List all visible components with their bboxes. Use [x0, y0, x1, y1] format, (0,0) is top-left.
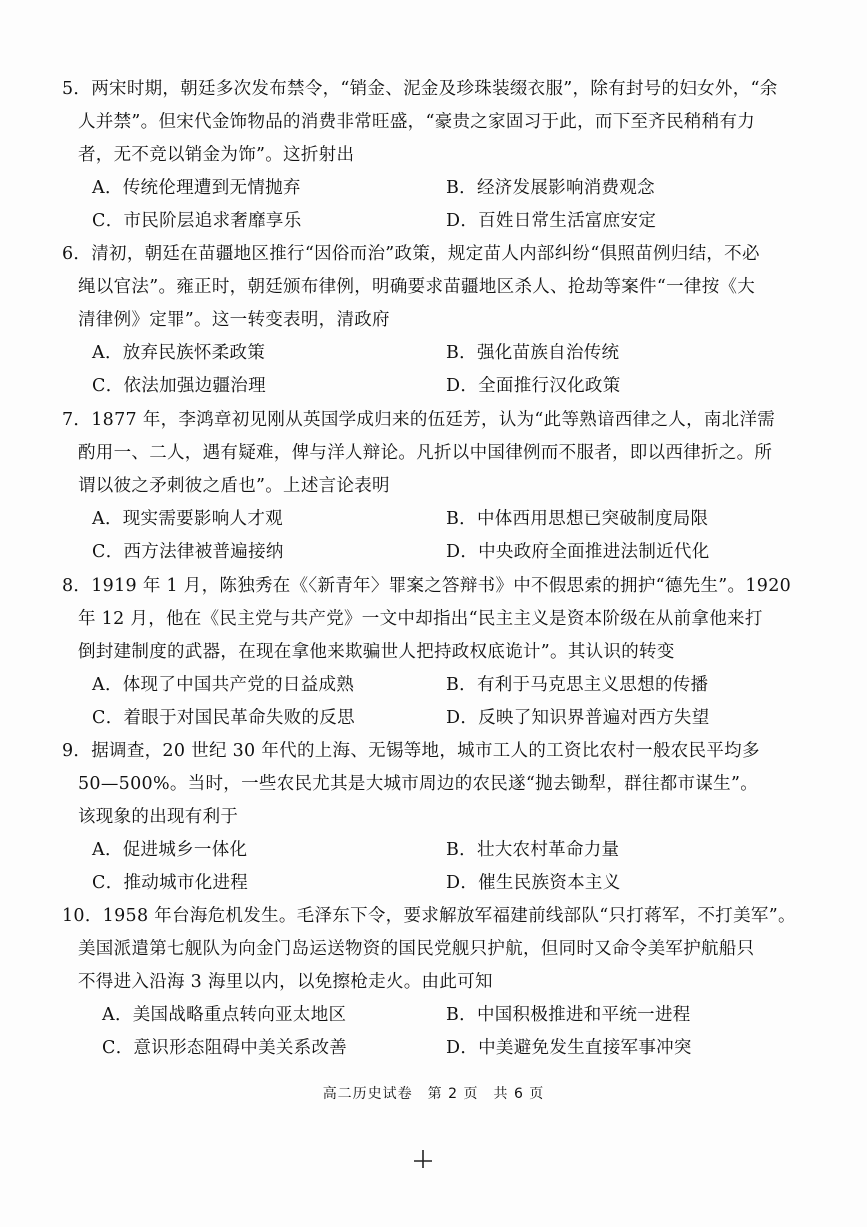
option-d[interactable]: D．反映了知识界普遍对西方失望 [446, 708, 710, 728]
question-stem-line: 清律例》定罪”。这一转变表明，清政府 [78, 310, 390, 330]
question-stem-line: 美国派遣第七舰队为向金门岛运送物资的国民党舰只护航，但同时又命令美军护航船只 [78, 939, 755, 959]
question-stem-line: 谓以彼之矛刺彼之盾也”。上述言论表明 [78, 476, 390, 496]
option-a[interactable]: A．传统伦理遭到无情抛弃 [92, 178, 301, 198]
option-c[interactable]: C．着眼于对国民革命失败的反思 [92, 708, 355, 728]
question-stem-line: 9．据调查，20 世纪 30 年代的上海、无锡等地，城市工人的工资比农村一般农民平均多 [62, 741, 760, 761]
answer-options [62, 172, 762, 238]
question-stem-line: 50—500%。当时，一些农民尤其是大城市周边的农民遂“抛去锄犁，群往都市谋生”。 [78, 774, 758, 794]
option-c[interactable]: C．推动城市化进程 [92, 873, 249, 893]
question-6 [62, 238, 762, 403]
option-c[interactable]: C．市民阶层追求奢靡享乐 [92, 211, 302, 231]
option-b[interactable]: B．中体西用思想已突破制度局限 [446, 509, 709, 529]
question-stem-line: 不得进入沿海 3 海里以内，以免擦枪走火。由此可知 [78, 972, 493, 992]
question-8 [62, 570, 792, 735]
option-a[interactable]: A．体现了中国共产党的日益成熟 [92, 675, 355, 695]
question-10 [62, 900, 796, 1065]
question-stem-line: 酌用一、二人，遇有疑难，俾与洋人辩论。凡折以中国律例而不服者，即以西律折之。所 [78, 443, 773, 463]
question-stem-line: 10．1958 年台海危机发生。毛泽东下令，要求解放军福建前线部队“只打蒋军，不打美军”。 [62, 906, 796, 926]
option-a[interactable]: A．放弃民族怀柔政策 [92, 343, 266, 363]
answer-options [62, 337, 762, 403]
answer-options [62, 834, 762, 900]
question-stem-line: 7．1877 年，李鸿章初见刚从英国学成归来的伍廷芳，认为“此等熟谙西律之人，南北洋需 [62, 410, 776, 430]
answer-options [62, 669, 762, 735]
option-d[interactable]: D．催生民族资本主义 [446, 873, 621, 893]
option-b[interactable]: B．有利于马克思主义思想的传播 [446, 675, 709, 695]
option-c[interactable]: C．意识形态阻碍中美关系改善 [102, 1038, 348, 1058]
page-footer: 高二历史试卷 第 2 页 共 6 页 [322, 1086, 545, 1102]
option-d[interactable]: D．全面推行汉化政策 [446, 376, 621, 396]
option-b[interactable]: B．中国积极推进和平统一进程 [446, 1005, 691, 1025]
question-7 [62, 404, 776, 569]
option-b[interactable]: B．强化苗族自治传统 [446, 343, 620, 363]
option-a[interactable]: A．美国战略重点转向亚太地区 [102, 1005, 347, 1025]
question-stem-line: 者，无不竞以销金为饰”。这折射出 [78, 145, 355, 165]
fold-cross-mark-icon [412, 1148, 434, 1170]
question-stem-line: 年 12 月，他在《民主党与共产党》一文中却指出“民主主义是资本阶级在从前拿他来打 [78, 609, 763, 629]
question-stem-line: 5．两宋时期，朝廷多次发布禁令，“销金、泥金及珍珠装缀衣服”，除有封号的妇女外，“余 [62, 79, 778, 99]
question-9 [62, 735, 762, 900]
option-a[interactable]: A．现实需要影响人才观 [92, 509, 283, 529]
option-a[interactable]: A．促进城乡一体化 [92, 840, 248, 860]
answer-options [62, 999, 762, 1065]
option-c[interactable]: C．西方法律被普遍接纳 [92, 542, 284, 562]
question-stem-line: 绳以官法”。雍正时，朝廷颁布律例，明确要求苗疆地区杀人、抢劫等案件“一律按《大 [78, 277, 756, 297]
question-stem-line: 倒封建制度的武器，在现在拿他来欺骗世人把持政权底诡计”。其认识的转变 [78, 642, 675, 662]
option-c[interactable]: C．依法加强边疆治理 [92, 376, 266, 396]
option-d[interactable]: D．中美避免发生直接军事冲突 [446, 1038, 692, 1058]
option-d[interactable]: D．中央政府全面推进法制近代化 [446, 542, 710, 562]
question-5 [62, 73, 778, 238]
answer-options [62, 503, 762, 569]
option-b[interactable]: B．壮大农村革命力量 [446, 840, 620, 860]
question-stem-line: 6．清初，朝廷在苗疆地区推行“因俗而治”政策，规定苗人内部纠纷“俱照苗例归结，不必 [62, 244, 760, 264]
question-stem-line: 该现象的出现有利于 [78, 807, 239, 827]
question-stem-line: 8．1919 年 1 月，陈独秀在《〈新青年〉罪案之答辩书》中不假思索的拥护“德先生”。1920 [62, 576, 792, 596]
option-d[interactable]: D．百姓日常生活富庶安定 [446, 211, 657, 231]
option-b[interactable]: B．经济发展影响消费观念 [446, 178, 655, 198]
question-stem-line: 人并禁”。但宋代金饰物品的消费非常旺盛，“豪贵之家固习于此，而下至齐民稍稍有力 [78, 112, 756, 132]
